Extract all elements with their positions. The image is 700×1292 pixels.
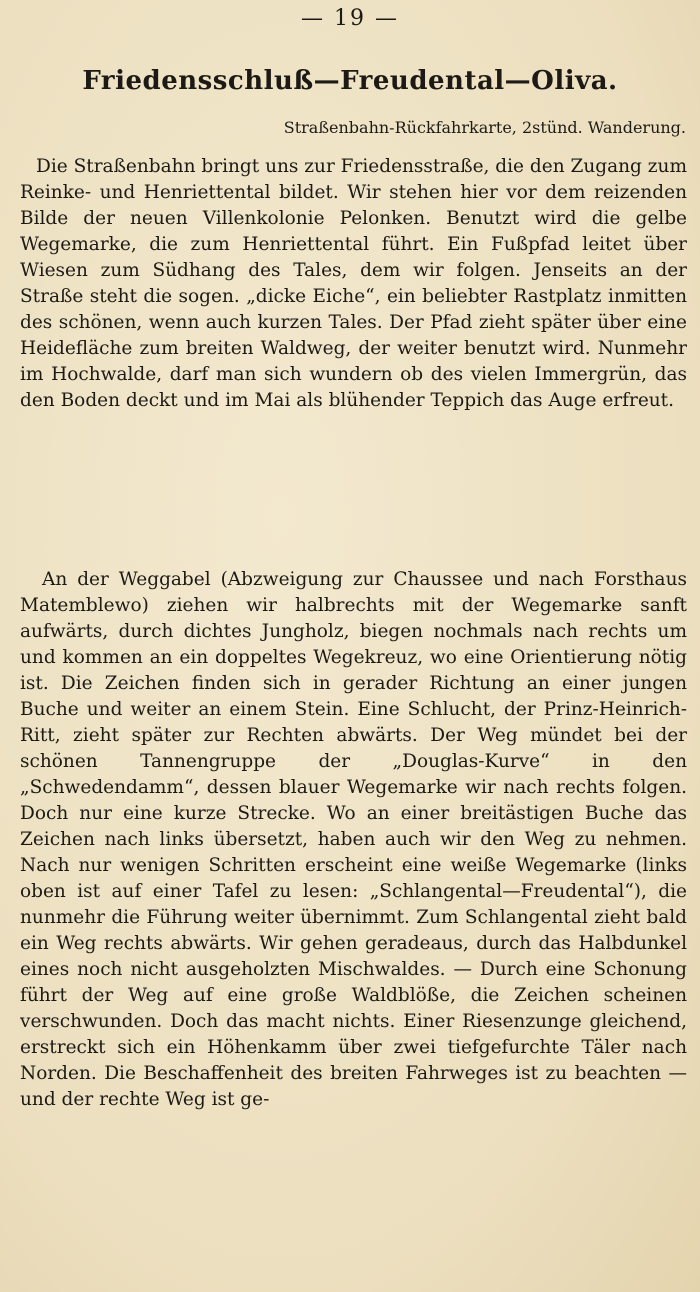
section-subtitle: Straßenbahn-Rückfahrkarte, 2stünd. Wanderung.	[283, 118, 686, 137]
body-paragraph-2: An der Weggabel (Abzweigung zur Chaussee und nach Forsthaus Matemblewo) ziehen wir halbrechts mit der Wegemarke sanft aufwärts, durch dichtes Jungholz, biegen nochmals nach rechts um und kommen an ein doppeltes Wegekreuz, wo eine Orientierung nötig ist. Die Zeichen finden sich in gerader Richtung an einer jungen Buche und weiter an einem Stein. Eine Schlucht, der Prinz-Heinrich-Ritt, zieht später zur Rechten abwärts. Der Weg mündet bei der schönen Tannengruppe der „Douglas-Kurve“ in den „Schwedendamm“, dessen blauer Wegemarke wir nach rechts folgen. Doch nur eine kurze Strecke. Wo an einer breitästigen Buche das Zeichen nach links übersetzt, haben auch wir den Weg zu nehmen. Nach nur wenigen Schritten erscheint eine weiße Wegemarke (links oben ist auf einer Tafel zu lesen: „Schlangental—Freudental“), die nunmehr die Führung weiter übernimmt. Zum Schlangental zieht bald ein Weg rechts abwärts. Wir gehen geradeaus, durch das Halbdunkel eines noch nicht ausgeholzten Mischwaldes. — Durch eine Schonung führt der Weg auf eine große Waldblöße, die Zeichen scheinen verschwunden. Doch das macht nichts. Einer Riesenzunge gleichend, erstreckt sich ein Höhenkamm über zwei tiefgefurchte Täler nach Norden. Die Beschaffenheit des breiten Fahrweges ist zu beachten — und der rechte Weg ist ge-	[20, 569, 687, 1110]
page-number: — 19 —	[301, 6, 399, 31]
section-title: Friedensschluß—Freudental—Oliva.	[82, 66, 618, 96]
body-paragraph-1: Die Straßenbahn bringt uns zur Friedensstraße, die den Zugang zum Reinke- und Henriettental bildet. Wir stehen hier vor dem reizenden Bilde der neuen Villenkolonie Pelonken. Benutzt wird die gelbe Wegemarke, die zum Henriettental führt. Ein Fußpfad leitet über Wiesen zum Südhang des Tales, dem wir folgen. Jenseits an der Straße steht die sogen. „dicke Eiche“, ein beliebter Rastplatz inmitten des schönen, wenn auch kurzen Tales. Der Pfad zieht später über eine Heidefläche zum breiten Waldweg, der weiter benutzt wird. Nunmehr im Hochwalde, darf man sich wundern ob des vielen Immergrün, das den Boden deckt und im Mai als blühender Teppich das Auge erfreut.	[20, 156, 687, 411]
